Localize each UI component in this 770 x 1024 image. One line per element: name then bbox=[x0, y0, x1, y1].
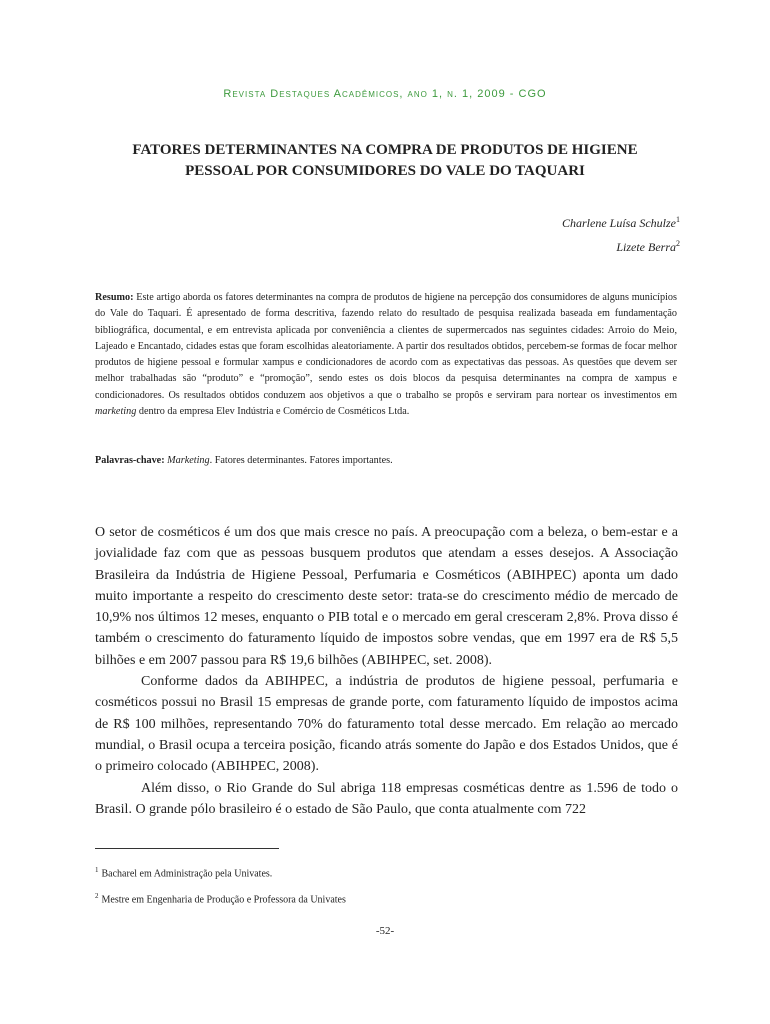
title-line-2: PESSOAL POR CONSUMIDORES DO VALE DO TAQUARI bbox=[185, 163, 585, 179]
abstract-label: Resumo: bbox=[95, 292, 134, 303]
footnote-marker[interactable]: 1 bbox=[676, 215, 680, 224]
article-title bbox=[95, 140, 675, 182]
author-name: Lizete Berra bbox=[616, 240, 676, 254]
paragraph: Além disso, o Rio Grande do Sul abriga 118 empresas cosméticas dentre as 1.596 de todo o Brasil. O grande pólo brasileiro é o estado de São Paulo, que conta atualmente com 722 bbox=[95, 780, 678, 817]
title-line-1: FATORES DETERMINANTES NA COMPRA DE PRODUTOS DE HIGIENE bbox=[132, 142, 638, 158]
footnote-text: Bacharel em Administração pela Univates. bbox=[101, 868, 273, 880]
keywords-label: Palavras-chave: bbox=[95, 455, 165, 466]
body-text bbox=[95, 522, 678, 820]
journal-header: Revista Destaques Acadêmicos, ano 1, n. 1, 2009 - CGO bbox=[223, 88, 547, 100]
footnote-text: Mestre em Engenharia de Produção e Professora da Univates bbox=[101, 894, 346, 906]
abstract-italic-term: marketing bbox=[95, 406, 137, 418]
footnote-number: 2 bbox=[95, 892, 99, 900]
author-1 bbox=[562, 215, 680, 231]
abstract-text: Este artigo aborda os fatores determinantes na compra de produtos de higiene na percepção dos consumidores de alguns municípios do Vale do Taquari. É apresentado de forma descritiva, fazendo relato do resultado de pesquisa realizada baseada em fundamentação bibliográfica, documental, e em entrevista aplicada por conveniência a clientes de supermercados nas seguintes cidades: Arroio do Meio, Lajeado e Encantado, cidades estas que foram escolhidas aleatoriamente. A partir dos resultados obtidos, percebem-se formas de focar melhor produtos de higiene pessoal e formular xampus e condicionadores de acordo com as expectativas das pessoas. As questões que devem ser melhor trabalhadas são “produto” e “promoção”, sendo estes os dois blocos da pesquisa determinantes na compra de xampus e condicionadores. Os resultados obtidos conduzem aos objetivos a que o trabalho se propôs e serviram para nortear os investimentos em bbox=[95, 292, 677, 401]
keywords bbox=[95, 455, 677, 466]
keyword-italic: Marketing bbox=[167, 455, 210, 466]
footnote-1 bbox=[95, 866, 272, 879]
footnote-2 bbox=[95, 892, 346, 905]
paragraph: O setor de cosméticos é um dos que mais cresce no país. A preocupação com a beleza, o bem-estar e a jovialidade faz com que as pessoas busquem produtos que atendam a esses desejos. A Associação Brasileira da Indústria de Higiene Pessoal, Perfumaria e Cosméticos (ABIHPEC) aponta um dado muito importante a respeito do crescimento deste setor: trata-se do crescimento médio de mercado de 10,9% nos últimos 12 meses, enquanto o PIB total e o mercado em geral cresceram 2,8%. Prova disso é também o crescimento do faturamento líquido de impostos sobre vendas, que em 1997 era de R$ 5,5 bilhões e em 2007 passou para R$ 19,6 bilhões (ABIHPEC, set. 2008). bbox=[95, 525, 678, 668]
page-number: -52- bbox=[375, 925, 395, 937]
abstract bbox=[95, 290, 677, 420]
paragraph: Conforme dados da ABIHPEC, a indústria de produtos de higiene pessoal, perfumaria e cosméticos possui no Brasil 15 empresas de grande porte, com faturamento líquido de impostos acima de R$ 100 milhões, representando 70% do faturamento total desse mercado. Em relação ao mercado mundial, o Brasil ocupa a terceira posição, ficando atrás somente do Japão e dos Estados Unidos, que é o primeiro colocado (ABIHPEC, 2008). bbox=[95, 674, 678, 775]
footnote-marker[interactable]: 2 bbox=[676, 239, 680, 248]
footnote-number: 1 bbox=[95, 866, 99, 874]
author-2 bbox=[616, 239, 680, 255]
author-name: Charlene Luísa Schulze bbox=[562, 216, 676, 230]
keywords-text: . Fatores determinantes. Fatores importantes. bbox=[209, 455, 393, 466]
abstract-text-end: dentro da empresa Elev Indústria e Comércio de Cosméticos Ltda. bbox=[136, 406, 410, 418]
footnote-divider bbox=[95, 848, 279, 849]
